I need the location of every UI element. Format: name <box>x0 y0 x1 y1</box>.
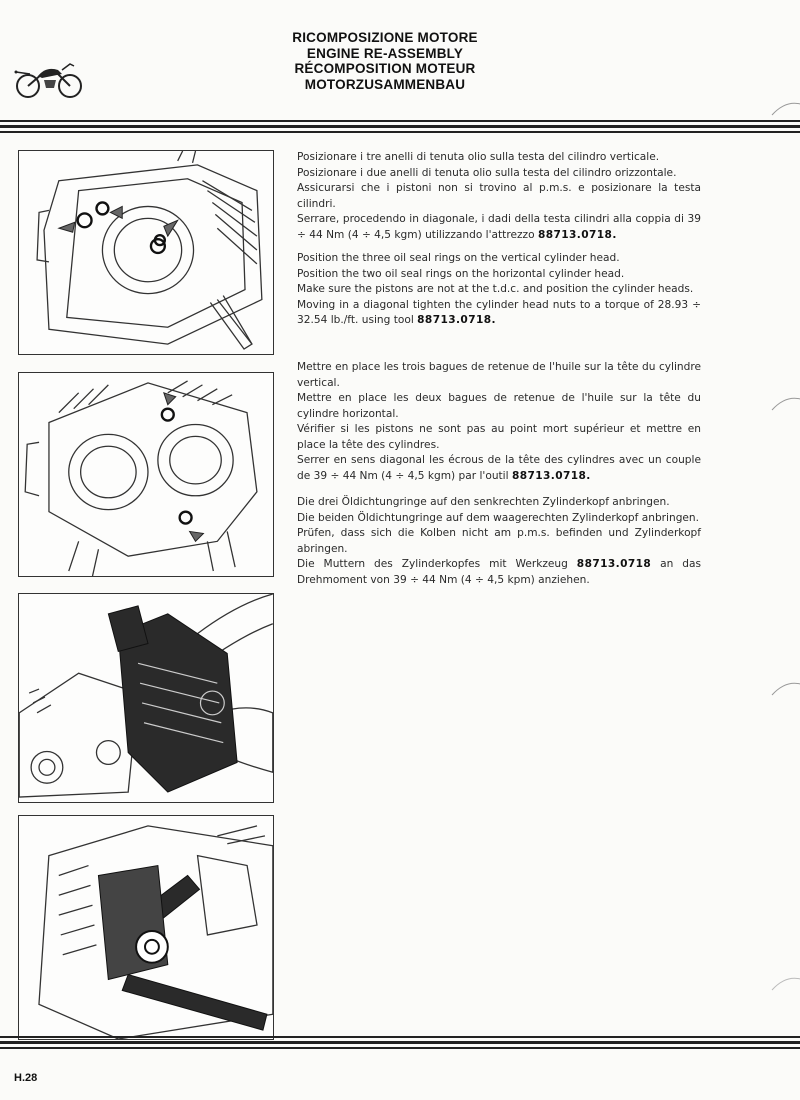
page-number: H.28 <box>14 1072 38 1084</box>
instruction-line: Posizionare i tre anelli di tenuta olio sulla testa del cilindro verticale. <box>297 151 660 163</box>
instruction-line: Position the two oil seal rings on the horizontal cylinder head. <box>297 267 625 280</box>
instruction-line: Position the three oil seal rings on the vertical cylinder head. <box>297 252 620 264</box>
figure-1 <box>18 150 274 355</box>
header-title-en: ENGINE RE-ASSEMBLY <box>306 45 464 61</box>
instruction-line: Mettre en place les deux bagues de retenue de l'huile sur la tête du cylindre horizontal. <box>297 392 701 420</box>
binder-hole-mark <box>770 675 800 703</box>
instruction-line: Die drei Öldichtungringe auf den senkrechten Zylinderkopf anbringen. <box>297 496 670 508</box>
instruction-line: Assicurarsi che i pistoni non si trovino al p.m.s. e posizionare la testa cilindri. <box>297 182 701 210</box>
hands-fitting-cylinder-head-illustration <box>19 594 273 802</box>
figure-2 <box>18 372 274 577</box>
binder-hole-mark <box>770 95 800 123</box>
instruction-line <box>297 298 701 329</box>
instruction-line <box>297 453 701 484</box>
instruction-text: Moving in a diagonal tighten the cylinder head nuts to a torque of 28.93 ÷ 32.54 lb./ft. using tool <box>297 298 701 326</box>
header-title-de: MOTORZUSAMMENBAU <box>304 76 466 92</box>
tool-code: 88713.0718. <box>537 228 617 241</box>
instruction-line: Mettre en place les trois bagues de retenue de l'huile sur la tête du cylindre vertical. <box>297 361 701 389</box>
instruction-line: Prüfen, dass sich die Kolben nicht am p.m.s. befinden und Zylinderkopf abringen. <box>297 527 701 555</box>
motorcycle-icon <box>12 58 84 100</box>
section-german <box>297 495 701 588</box>
section-french <box>297 360 701 484</box>
page-header <box>200 30 570 92</box>
instruction-line <box>297 212 701 243</box>
instruction-line: Posizionare i due anelli di tenuta olio sulla testa del cilindro orizzontale. <box>297 166 677 179</box>
top-rule-3 <box>0 131 800 133</box>
instruction-line: Vérifier si les pistons ne sont pas au point mort supérieur et mettre en place la tête des cylindres. <box>297 423 701 451</box>
section-english <box>297 251 701 329</box>
bottom-rule-2 <box>0 1041 800 1044</box>
figure-4 <box>18 815 274 1040</box>
instruction-line: Make sure the pistons are not at the t.d.c. and position the cylinder heads. <box>297 283 694 295</box>
cylinder-heads-oil-seal-rings-illustration <box>19 151 273 354</box>
instruction-text: Serrer en sens diagonal les écrous de la tête des cylindres avec un couple de 39 ÷ 44 Nm (4 ÷ 4,5 kgm) par l'outil <box>297 454 701 482</box>
binder-hole-mark <box>770 390 800 418</box>
instruction-text: Serrare, procedendo in diagonale, i dadi della testa cilindri alla coppia di 39 ÷ 44 Nm (4 ÷ 4,5 kgm) utilizzando l'attrezzo <box>297 213 701 241</box>
tool-code: 88713.0718. <box>417 314 496 326</box>
instruction-text: Die Muttern des Zylinderkopfes mit Werkzeug <box>297 558 577 570</box>
instruction-line: Die beiden Öldichtungringe auf dem waagerechten Zylinderkopf anbringen. <box>297 511 700 524</box>
horizontal-cylinder-head-illustration <box>19 373 273 576</box>
instruction-text: an das Drehmoment von 39 ÷ 44 Nm (4 ÷ 4,5 kpm) anziehen. <box>297 558 701 586</box>
torque-wrench-tightening-illustration <box>19 816 273 1039</box>
top-rule-1 <box>0 120 800 122</box>
binder-hole-mark <box>770 970 800 998</box>
header-title-it: RICOMPOSIZIONE MOTORE <box>292 30 478 45</box>
tool-code: 88713.0718. <box>511 469 591 482</box>
tool-code: 88713.0718 <box>576 558 652 570</box>
section-italian <box>297 150 701 243</box>
top-rule-2 <box>0 125 800 128</box>
figure-3 <box>18 593 274 803</box>
bottom-rule-1 <box>0 1036 800 1038</box>
instruction-line <box>297 557 701 588</box>
bottom-rule-3 <box>0 1047 800 1049</box>
header-title-fr: RÉCOMPOSITION MOTEUR <box>294 61 476 76</box>
